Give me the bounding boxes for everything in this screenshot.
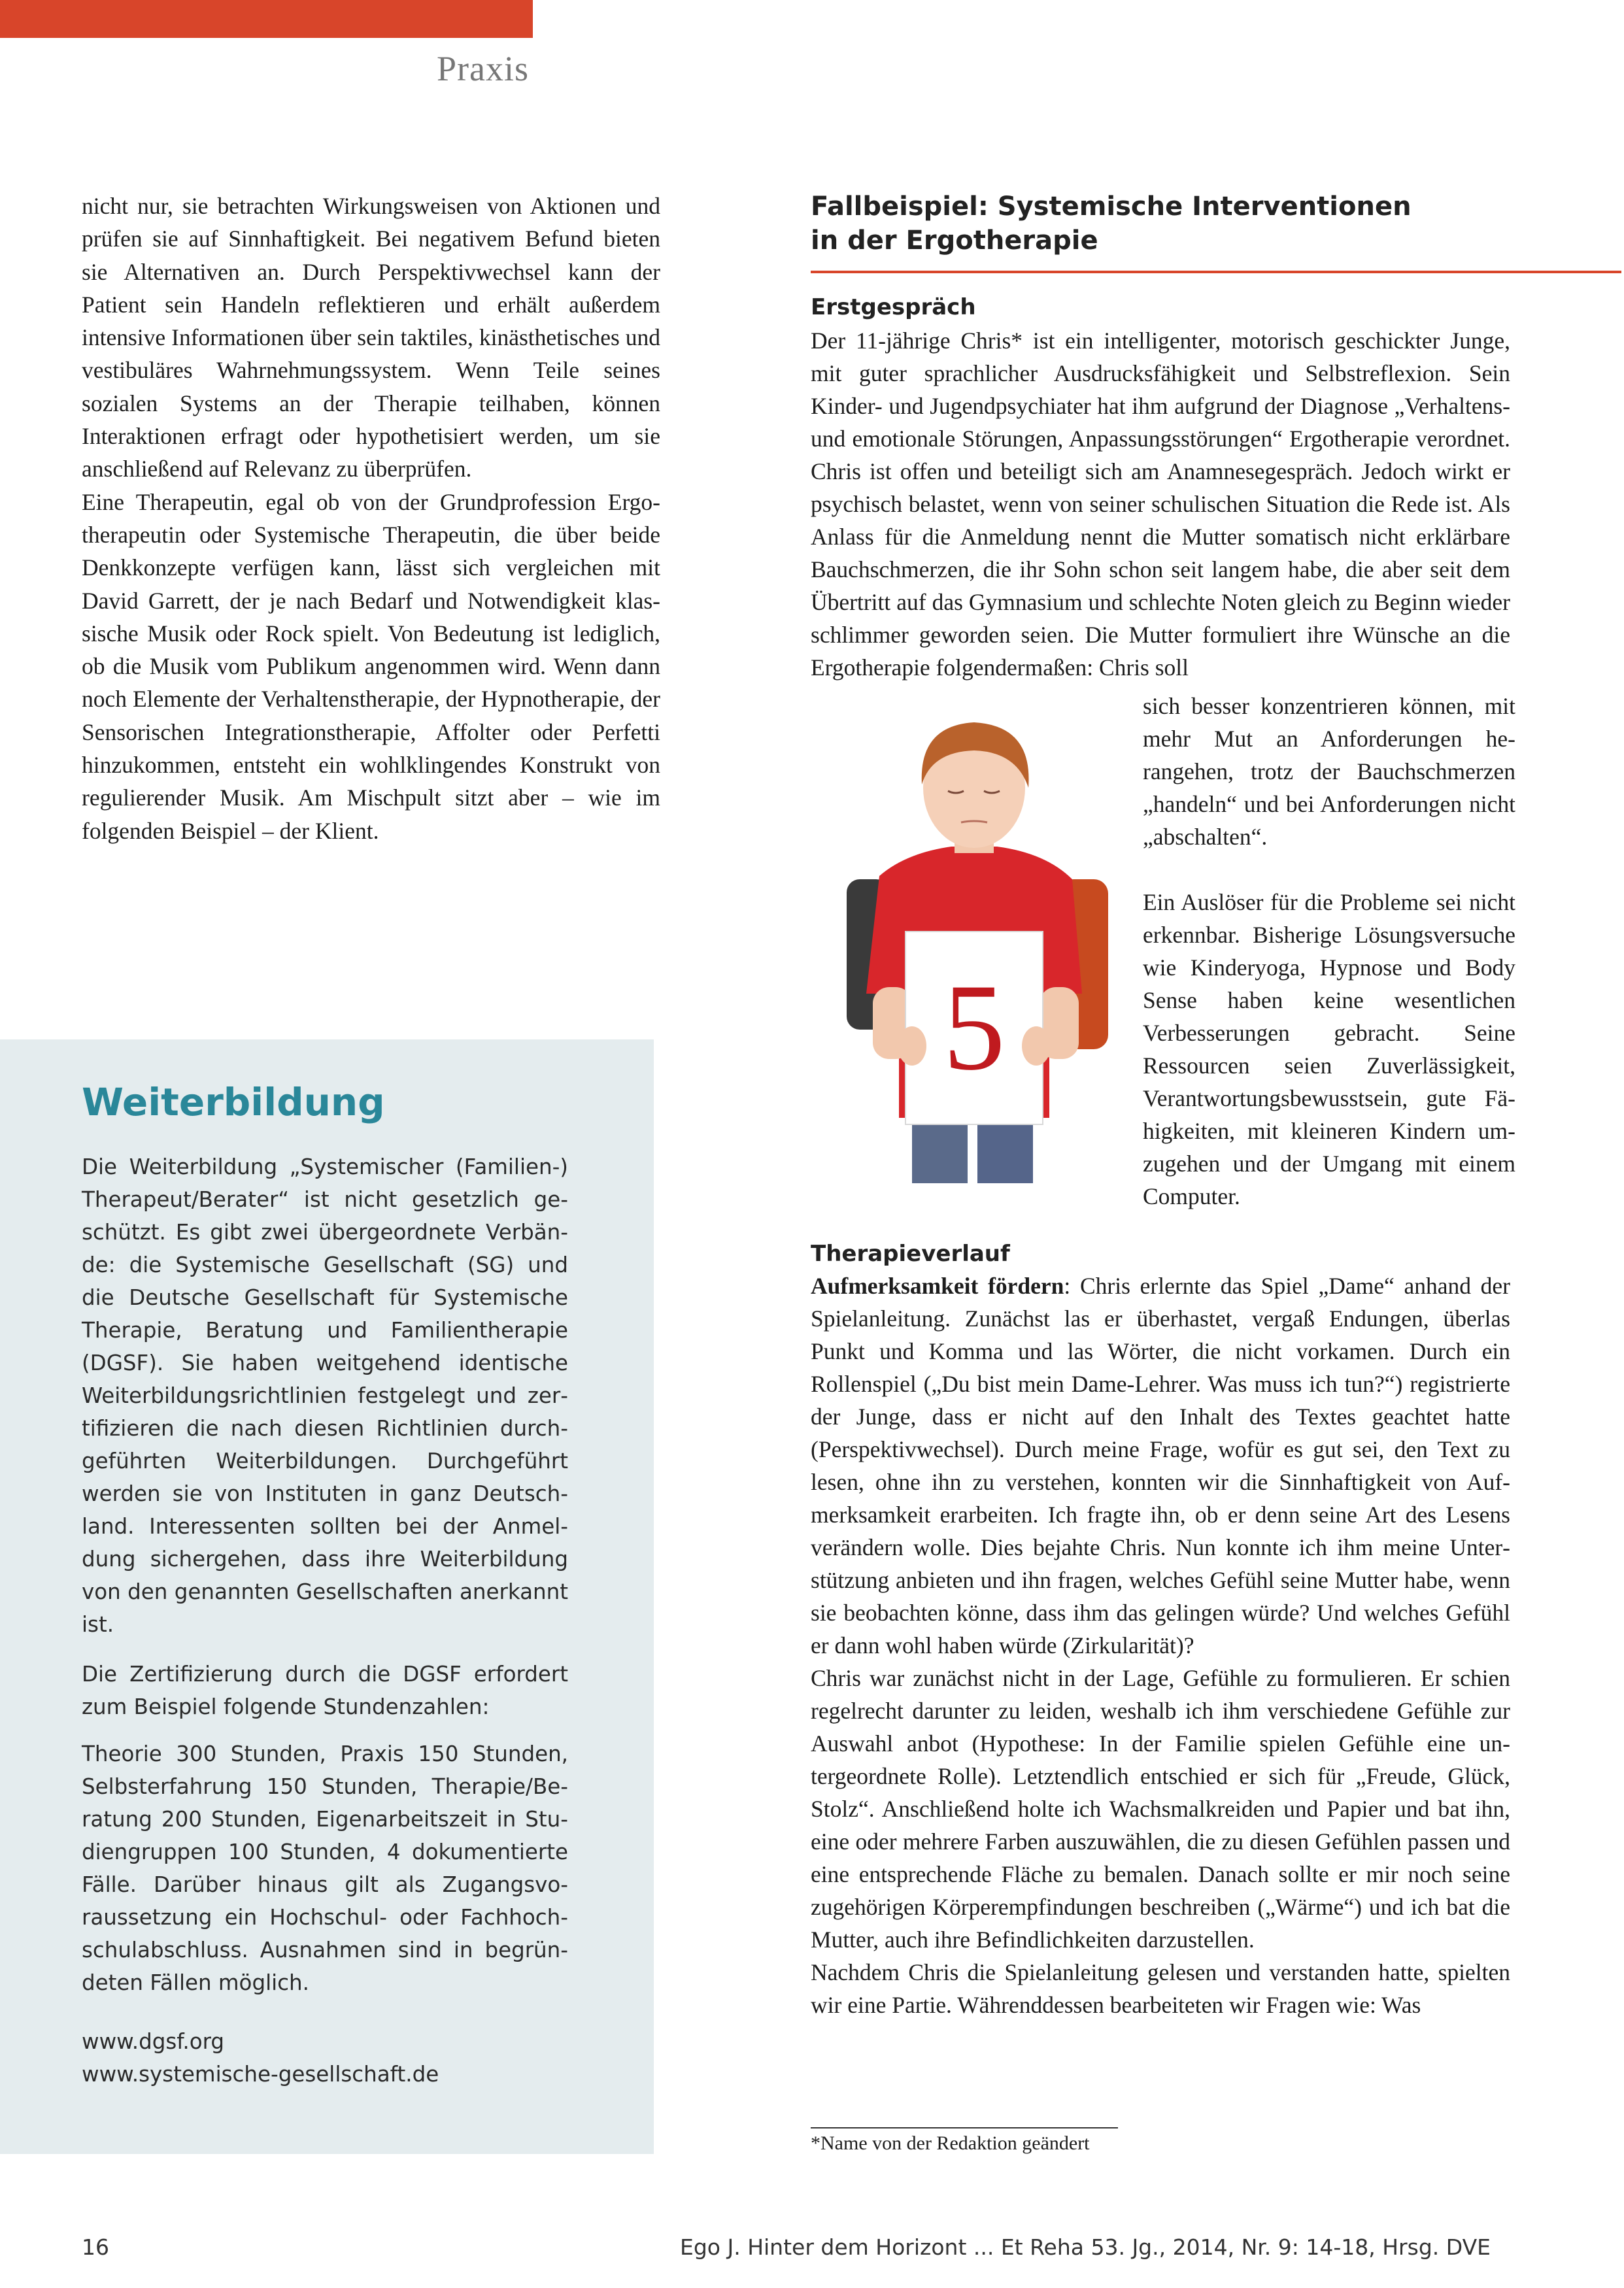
heading-therapieverlauf: Therapieverlauf — [811, 1241, 1010, 1267]
left-column — [82, 190, 660, 847]
hand-right — [1022, 1026, 1051, 1066]
case-title — [811, 190, 1510, 258]
grade-number: 5 — [943, 959, 1006, 1096]
erstgespraech-paragraph: Der 11-jährige Chris* ist ein intelligenter, motorisch geschickter Junge, mit guter sprachlicher Ausdrucksfähigkeit und Selbstreflexion. Sein Kinder- und Jugendpsychiater hat ihm aufgrund der Diagnose „Verhaltens- und emotionale Störungen, Anpassungsstörungen“ Ergotherapie verordnet. Chris ist offen und beteiligt sich am Anamnesegespräch. Jedoch wirkt er psychisch belastet, wenn von seiner schulischen Situation die Rede ist. Als Anlass für die Anmeldung nennt die Mutter somatisch nicht erklärbare Bauchschmerzen, die ihr Sohn schon seit langem habe, die aber seit dem Übertritt auf das Gymnasium und schlechte Noten gleich zu Beginn wieder schlimmer geworden seien. Die Mutter formuliert ihre Wünsche an die Ergotherapie folgendermaßen: Chris soll — [811, 328, 1510, 681]
info-box-weiterbildung — [0, 1039, 654, 2154]
narrow-paragraph-1: sich besser konzentrieren können, mit mehr Mut an Anforderungen herangehen, trotz der Bauchschmerzen „handeln“ und bei Anforderungen nicht „abschalten“. — [1143, 693, 1515, 850]
therapy-paragraph-2: Chris war zunächst nicht in der Lage, Gefühle zu formulieren. Er schien regelrecht darunter zu leiden, weshalb ich ihm verschiedene Gefühle zur Auswahl anbot (Hypothese: In der Familie spielen Gefühle eine untergeordnete Rolle). Letztendlich entschied er sich für „Freude, Glück, Stolz“. Anschließend holte ich Wachsmalkreiden und Papier und bat ihn, eine oder mehrere Farben auszuwählen, die zu diesen Gefühlen passen und eine entsprechende Fläche zu bemalen. Danach sollte er mir noch seine zugehörigen Körperempfindungen beschreiben („Wärme“) und ich bat die Mutter, auch ihre Befindlichkeiten darzustellen. — [811, 1665, 1510, 1953]
citation: Ego J. Hinter dem Horizont ... Et Reha 53. Jg., 2014, Nr. 9: 14-18, Hrsg. DVE — [680, 2234, 1491, 2260]
hand-left — [898, 1026, 926, 1066]
header-accent-bar — [0, 0, 533, 38]
narrow-paragraph-2: Ein Auslöser für die Probleme sei nicht erkennbar. Bisherige Lösungsversuche wie Kinderyoga, Hypnose und Body Sense haben keine wesentlichen Verbesserungen gebracht. Seine Ressourcen seien Zuverlässigkeit, Verantwortungsbewusstsein, gute Fähigkeiten, mit kleineren Kindern umzugehen und der Umgang mit einem Computer. — [1143, 889, 1515, 1209]
info-box-title: Weiterbildung — [82, 1080, 385, 1124]
page-number: 16 — [82, 2234, 109, 2260]
info-box-paragraph-1: Die Weiterbildung „Systemischer (Familien-) Therapeut/Berater“ ist nicht gesetzlich geschützt. Es gibt zwei übergeordnete Verbände: die Systemische Gesellschaft (SG) und die Deutsche Gesellschaft für Systemische Therapie, Beratung und Familientherapie (DGSF). Sie haben weitgehend identische Weiterbildungsrichtlinien festgelegt und zertifizieren die nach diesen Richtlinien durchgeführten Weiterbildungen. Durchgeführt werden sie von Instituten in ganz Deutschland. Interessenten sollten bei der Anmeldung sichergehen, dass ihre Weiterbildung von den genannten Gesellschaften anerkannt ist. — [82, 1154, 568, 1637]
left-paragraph-1: nicht nur, sie betrachten Wirkungsweisen von Aktionen und prüfen sie auf Sinnhaftigkeit. Bei negativem Befund bieten sie Alternativen an. Durch Perspektivwechsel kann der Patient sein Handeln reflektieren und erhält außerdem intensive Informationen über sein taktiles, kinästhetisches und vestibuläres Wahrnehmungssystem. Wenn Teile seines sozialen Systems an der Therapie teilhaben, können Interaktionen erfragt oder hypothetisiert werden, um sie anschließend auf Relevanz zu überprüfen. — [82, 193, 660, 482]
case-column — [811, 190, 1510, 684]
heading-erstgespraech: Erstgespräch — [811, 294, 976, 320]
case-title-line-1: Fallbeispiel: Systemische Interventionen — [811, 192, 1412, 222]
therapy-paragraph-1 — [811, 1270, 1510, 1662]
footnote-divider — [811, 2127, 1118, 2128]
boy-holding-grade-photo — [820, 713, 1128, 1183]
case-narrow-block — [1143, 690, 1515, 1213]
info-box-paragraph-2: Die Zertifizierung durch die DGSF erfordert zum Beispiel folgende Stundenzahlen: — [82, 1662, 568, 1719]
section-title: Praxis — [437, 49, 529, 88]
therapy-section — [811, 1241, 1510, 2021]
info-box-links — [82, 2025, 568, 2091]
bold-lead: Aufmerksamkeit fördern — [811, 1273, 1064, 1299]
link-dgsf[interactable]: www.dgsf.org — [82, 2029, 224, 2054]
title-divider — [811, 271, 1621, 273]
left-paragraph-2: Eine Therapeutin, egal ob von der Grundprofession Ergotherapeutin oder Systemische Therapeutin, die über beide Denkkonzepte verfügen kann, lässt sich vergleichen mit David Garrett, der je nach Bedarf und Notwendigkeit klassische Musik oder Rock spielt. Von Bedeutung ist lediglich, ob die Musik vom Publikum angenommen wird. Wenn dann noch Elemente der Verhaltenstherapie, der Hypnotherapie, der Sensorischen Integrationstherapie, Affolter oder Perfetti hinzukommen, entsteht ein wohlklingendes Konstrukt von regulierender Musik. Am Mischpult sitzt aber – wie im folgenden Beispiel – der Klient. — [82, 488, 660, 844]
case-title-line-2: in der Ergotherapie — [811, 226, 1098, 256]
footnote: *Name von der Redaktion geändert — [811, 2132, 1090, 2154]
info-box-body — [82, 1151, 568, 2091]
link-systemische-gesellschaft[interactable]: www.systemische-gesellschaft.de — [82, 2062, 439, 2087]
therapy-paragraph-3: Nachdem Chris die Spielanleitung gelesen und verstanden hatte, spielten wir eine Partie. Währenddessen bearbeiteten wir Fragen wie: Was — [811, 1959, 1510, 2018]
therapy-paragraph-1-text: : Chris erlernte das Spiel „Dame“ anhand der Spielanleitung. Zunächst las er überhastet, vergaß Endungen, überlas Punkt und Komma und las Wörter, die nicht vorkamen. Durch ein Rollenspiel („Du bist mein Dame-Lehrer. Was muss ich tun?“) registrierte der Junge, dass er nicht auf den Inhalt des Textes geachtet hatte (Perspektivwechsel). Durch meine Frage, wofür es gut sei, den Text zu lesen, ohne ihn zu verstehen, konnten wir die Sinnhaftigkeit von Aufmerksamkeit erarbeiten. Ich fragte ihn, ob er denn seine Art des Lesens verändern wolle. Dies bejahte Chris. Nun konnte ich ihm meine Unterstützung anbieten und ihn fragen, welches Gefühl seine Mutter habe, wenn sie beobachten könne, dass ihm das gelingen würde? Und welches Gefühl er dann wohl haben würde (Zirkularität)? — [811, 1273, 1510, 1658]
info-box-paragraph-3: Theorie 300 Stunden, Praxis 150 Stunden, Selbsterfahrung 150 Stunden, Therapie/Beratung 200 Stunden, Eigenarbeitszeit in Studiengruppen 100 Stunden, 4 dokumentierte Fälle. Darüber hinaus gilt als Zugangsvoraussetzung ein Hochschul- oder Fachhochschulabschluss. Ausnahmen sind in begründeten Fällen möglich. — [82, 1741, 568, 1995]
